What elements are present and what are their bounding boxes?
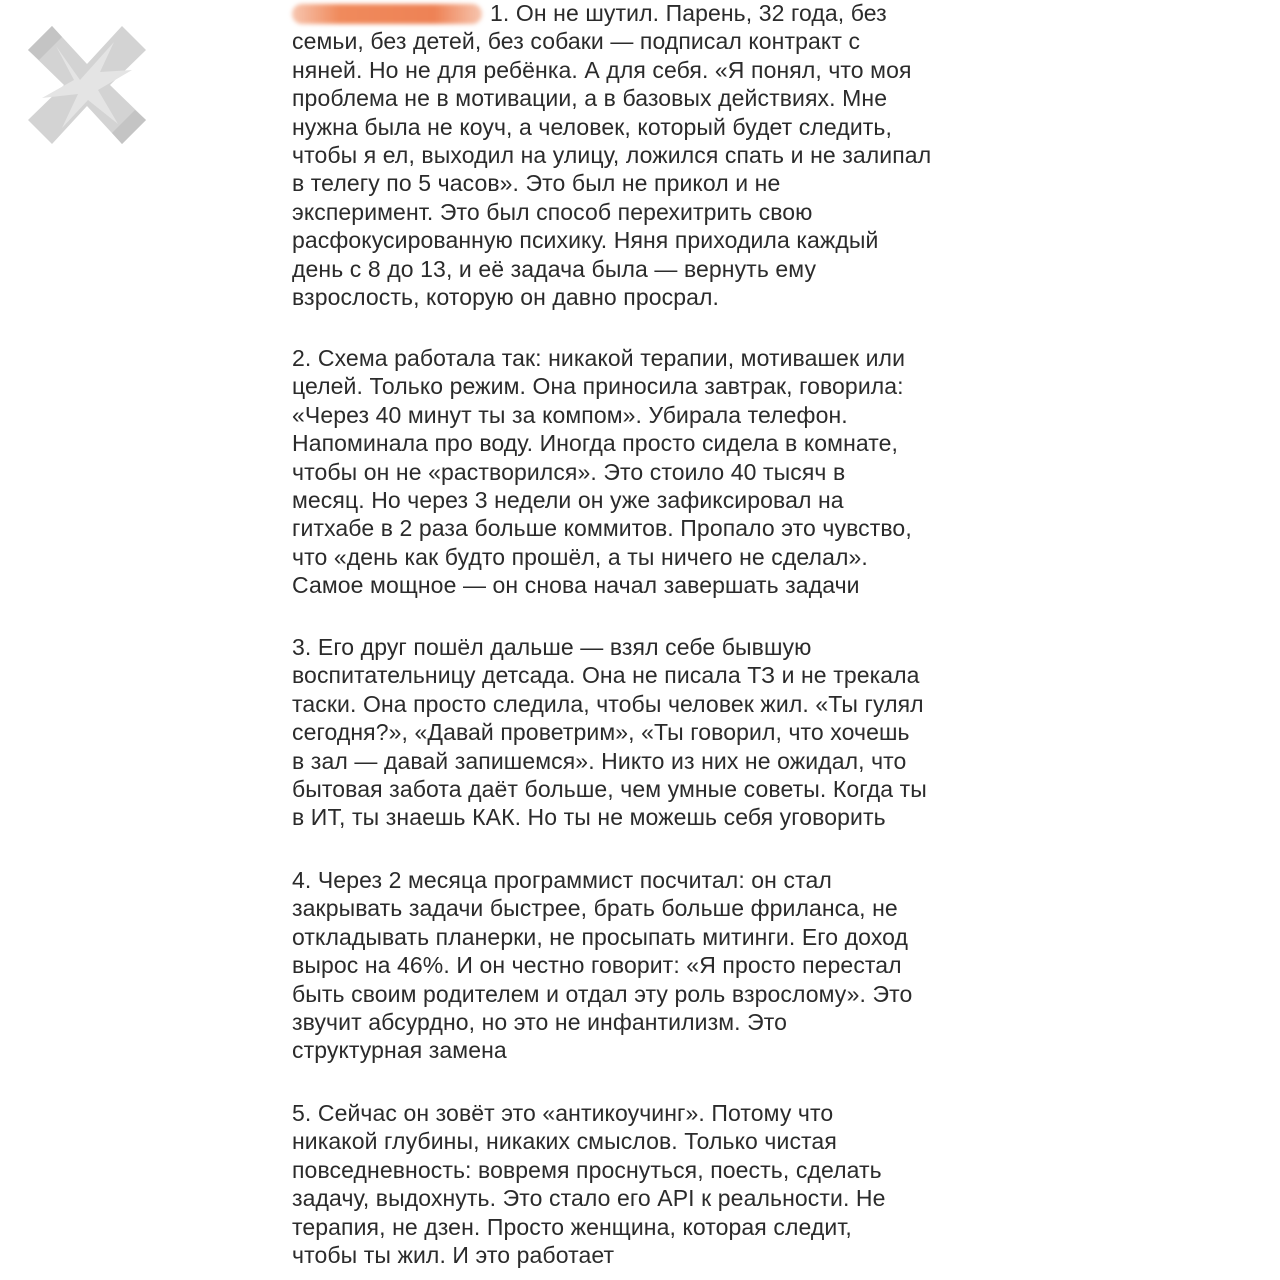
paragraph-5	[292, 1099, 886, 1269]
paragraph-1-line-11: взрослость, которую он давно просрал.	[292, 284, 720, 311]
x-logo-icon	[22, 20, 152, 150]
paragraph-4-line-3: откладывать планерки, не просыпать митинги. Его доход	[292, 923, 909, 950]
paragraph-1-line-6: чтобы я ел, выходил на улицу, ложился спать и не залипал	[292, 142, 932, 169]
paragraph-2-line-7: гитхабе в 2 раза больше коммитов. Пропало это чувство,	[292, 515, 912, 542]
paragraph-1-line-7: в телегу по 5 часов». Это был не прикол и не	[292, 170, 781, 197]
paragraph-1-line-10: день с 8 до 13, и её задача была — вернуть ему	[292, 255, 817, 282]
paragraph-3-line-1: 3. Его друг пошёл дальше — взял себе бывшую	[292, 634, 812, 660]
paragraph-2-line-2: целей. Только режим. Она приносила завтрак, говорила:	[292, 373, 904, 400]
paragraph-3-line-7: в ИТ, ты знаешь КАК. Но ты не можешь себя уговорить	[292, 804, 886, 831]
paragraph-5-line-3: повседневность: вовремя проснуться, поесть, сделать	[292, 1156, 882, 1183]
paragraph-3	[292, 633, 927, 832]
paragraph-2-line-9: Самое мощное — он снова начал завершать задачи	[292, 572, 860, 599]
paragraph-2-line-5: чтобы он не «растворился». Это стоило 40 тысяч в	[292, 458, 846, 485]
paragraph-5-line-6: чтобы ты жил. И это работает	[292, 1242, 615, 1269]
paragraph-5-line-4: задачу, выдохнуть. Это стало его API к реальности. Не	[292, 1185, 886, 1212]
paragraph-4-line-7: структурная замена	[292, 1037, 507, 1064]
paragraph-3-line-5: в зал — давай запишемся». Никто из них не ожидал, что	[292, 747, 907, 774]
paragraph-3-line-2: воспитательницу детсада. Она не писала ТЗ и не трекала	[292, 662, 920, 689]
paragraph-2	[292, 344, 912, 600]
paragraph-4-line-6: звучит абсурдно, но это не инфантилизм. Это	[292, 1009, 788, 1036]
paragraph-4-line-2: закрывать задачи быстрее, брать больше фриланса, не	[292, 895, 898, 922]
paragraph-3-line-4: сегодня?», «Давай проветрим», «Ты говорил, что хочешь	[292, 719, 910, 746]
paragraph-5-line-5: терапия, не дзен. Просто женщина, которая следит,	[292, 1213, 852, 1240]
paragraph-2-line-1: 2. Схема работала так: никакой терапии, мотивашек или	[292, 345, 906, 371]
paragraph-1-line-2: семьи, без детей, без собаки — подписал контракт с	[292, 28, 861, 55]
paragraph-5-line-1: 5. Сейчас он зовёт это «антикоучинг». Потому что	[292, 1100, 834, 1126]
paragraph-4	[292, 866, 912, 1065]
paragraph-2-line-3: «Через 40 минут ты за компом». Убирала телефон.	[292, 401, 848, 428]
redacted-username	[292, 4, 482, 24]
paragraph-4-line-1: 4. Через 2 месяца программист посчитал: он стал	[292, 867, 832, 893]
paragraph-5-line-2: никакой глубины, никаких смыслов. Только чистая	[292, 1128, 837, 1155]
paragraph-2-line-4: Напоминала про воду. Иногда просто сидела в комнате,	[292, 430, 899, 457]
paragraph-1-line-9: расфокусированную психику. Няня приходила каждый	[292, 227, 879, 254]
paragraph-4-line-4: вырос на 46%. И он честно говорит: «Я просто перестал	[292, 952, 902, 979]
paragraph-1	[292, 0, 931, 311]
paragraph-1-line-4: проблема не в мотивации, а в базовых действиях. Мне	[292, 85, 888, 112]
paragraph-1-line-5: нужна была не коуч, а человек, который будет следить,	[292, 113, 892, 140]
paragraph-3-line-3: таски. Она просто следила, чтобы человек жил. «Ты гулял	[292, 690, 924, 717]
paragraph-3-line-6: бытовая забота даёт больше, чем умные советы. Когда ты	[292, 776, 927, 803]
paragraph-2-line-8: что «день как будто прошёл, а ты ничего не сделал».	[292, 543, 868, 570]
paragraph-4-line-5: быть своим родителем и отдал эту роль взрослому». Это	[292, 980, 913, 1007]
paragraph-1-line-3: няней. Но не для ребёнка. А для себя. «Я понял, что моя	[292, 56, 912, 83]
paragraph-2-line-6: месяц. Но через 3 недели он уже зафиксировал на	[292, 487, 844, 514]
paragraph-1-line-8: эксперимент. Это был способ перехитрить свою	[292, 198, 813, 225]
paragraph-1-line-1: 1. Он не шутил. Парень, 32 года, без	[292, 0, 931, 27]
